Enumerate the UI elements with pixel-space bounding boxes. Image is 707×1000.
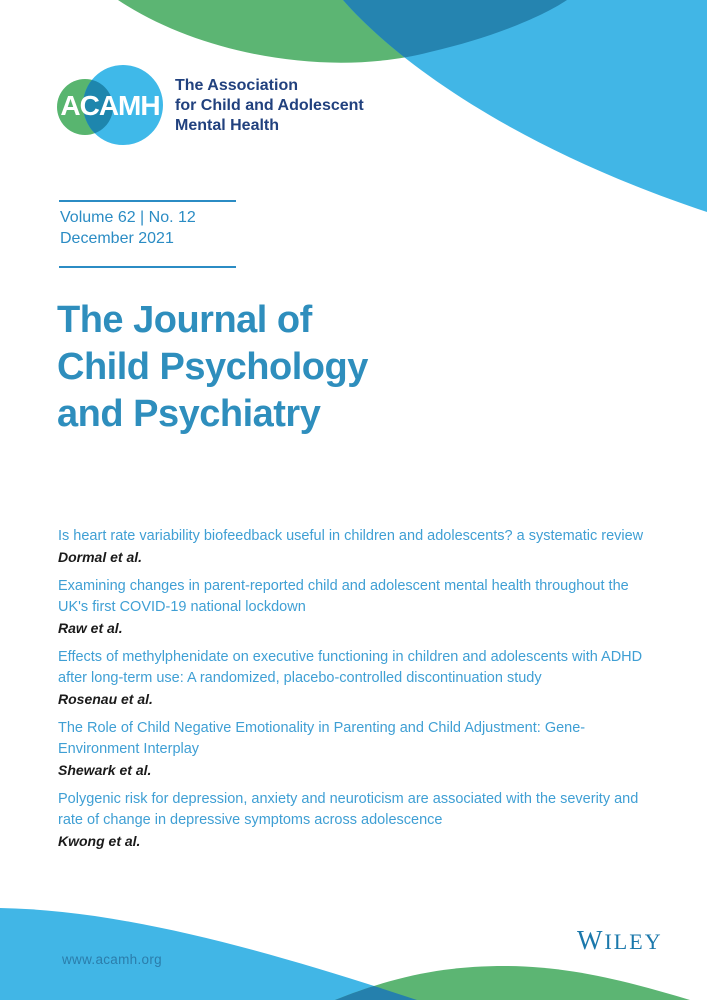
article-authors: Shewark et al. (58, 762, 152, 778)
article-authors: Rosenau et al. (58, 691, 153, 707)
journal-title-line-2: Child Psychology (57, 346, 368, 388)
journal-title-line-3: and Psychiatry (57, 393, 321, 435)
article-entry (58, 718, 650, 780)
article-title: The Role of Child Negative Emotionality in Parenting and Child Adjustment: Gene-Environment Interplay (58, 720, 586, 757)
issue-date: December 2021 (60, 230, 174, 247)
article-entry (58, 647, 650, 709)
article-authors: Raw et al. (58, 620, 123, 636)
wiley-logo: WILEY (577, 925, 663, 955)
association-name (175, 76, 364, 136)
article-title: Examining changes in parent-reported child and adolescent mental health throughout the UK's first COVID-19 national lockdown (58, 578, 629, 615)
article-title: Effects of methylphenidate on executive functioning in children and adolescents with ADHD after long-term use: A randomized, placebo-controlled discontinuation study (58, 649, 643, 686)
association-line-1: The Association (175, 77, 298, 94)
article-list (58, 526, 650, 860)
article-entry (58, 526, 650, 567)
article-entry (58, 576, 650, 638)
article-title: Is heart rate variability biofeedback useful in children and adolescents? a systematic review (58, 528, 644, 544)
acamh-logo-text: ACAMH (60, 90, 160, 121)
issue-info (60, 207, 196, 249)
issue-volume-number: Volume 62 | No. 12 (60, 209, 196, 226)
article-authors: Kwong et al. (58, 833, 141, 849)
issue-rule-bottom (59, 266, 236, 268)
association-line-3: Mental Health (175, 117, 280, 134)
journal-title-line-1: The Journal of (57, 299, 312, 341)
journal-title (57, 297, 368, 438)
acamh-website-url: www.acamh.org (62, 952, 162, 967)
association-line-2: for Child and Adolescent (175, 97, 364, 114)
issue-rule-top (59, 200, 236, 202)
article-authors: Dormal et al. (58, 549, 143, 565)
article-title: Polygenic risk for depression, anxiety and neuroticism are associated with the severity and rate of change in depressive symptoms across adolescence (58, 791, 639, 828)
article-entry (58, 789, 650, 851)
